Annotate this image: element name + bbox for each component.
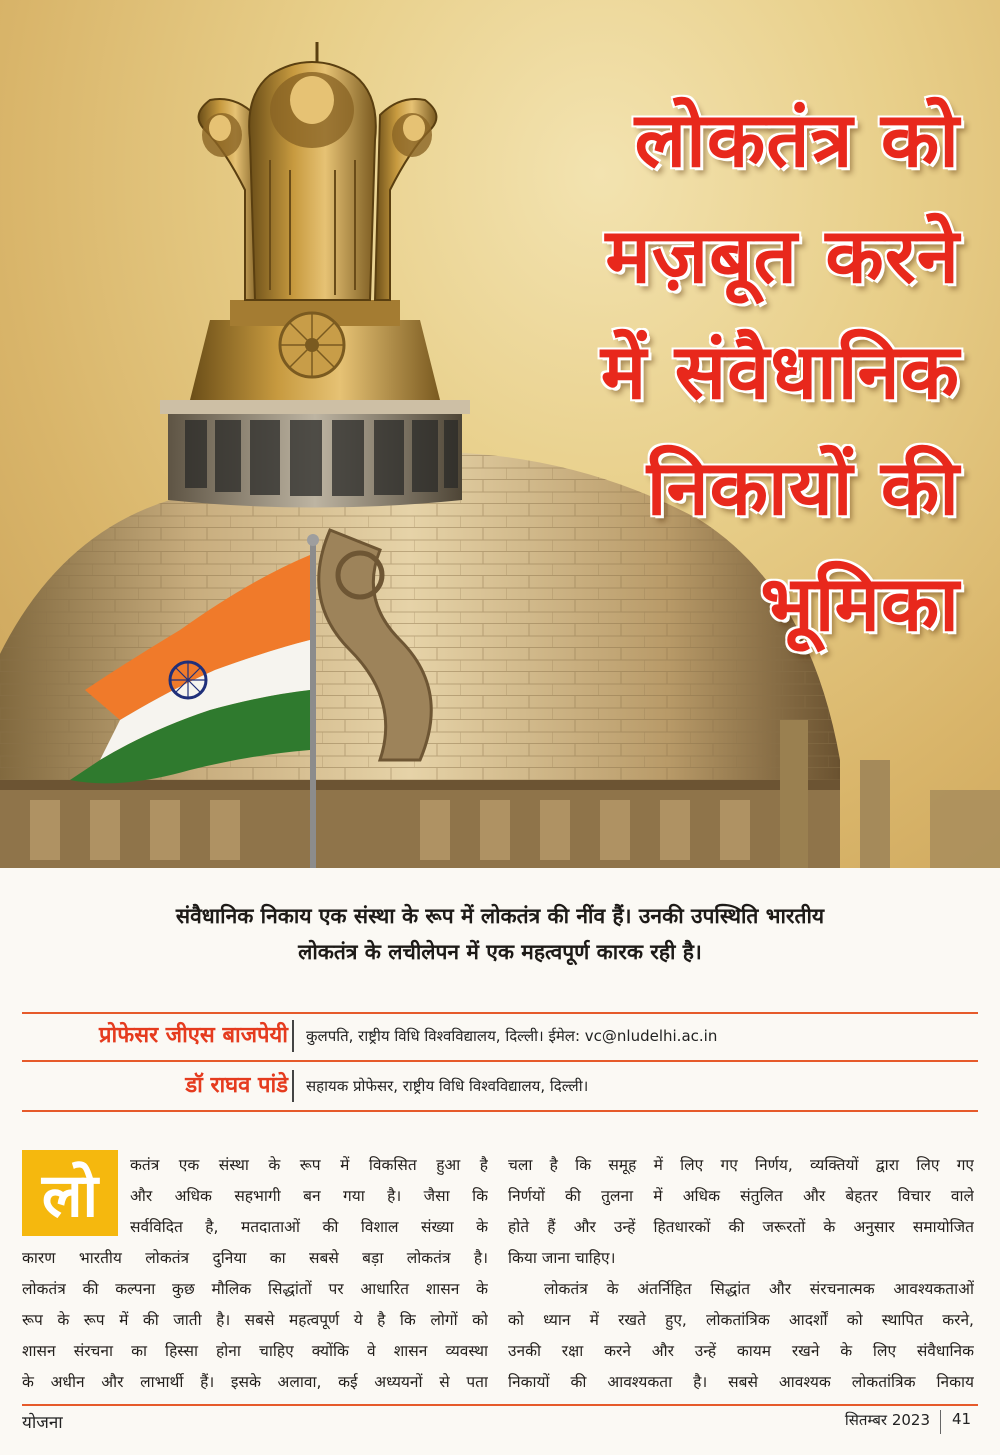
- author-affiliation: सहायक प्रोफेसर, राष्ट्रीय विधि विश्वविद्यालय, दिल्ली।: [306, 1077, 589, 1095]
- body-line: चला है कि समूह में लिए गए निर्णय, व्यक्तियों द्वारा लिए गए: [508, 1156, 974, 1174]
- author-separator: [292, 1020, 294, 1052]
- headline-line: में संवैधानिक: [600, 327, 960, 416]
- body-line: लोकतंत्र के अंतर्निहित सिद्धांत और संरचनात्मक आवश्यकताओं: [544, 1280, 974, 1298]
- body-line: रूप के रूप में की जाती है। सबसे महत्वपूर्ण ये है कि लोगों को: [22, 1311, 488, 1329]
- body-line: उनकी रक्षा करने और उन्हें कायम रखने के लिए संवैधानिक: [508, 1342, 974, 1360]
- author-row: [22, 1066, 978, 1106]
- body-line: कतंत्र एक संस्था के रूप में विकसित हुआ है: [130, 1156, 488, 1174]
- author-middle-rule: [22, 1060, 978, 1062]
- author-bottom-rule: [22, 1110, 978, 1112]
- standfirst: [60, 898, 940, 970]
- author-top-rule: [22, 1012, 978, 1014]
- body-line: के अधीन और लाभार्थी हैं। इसके अलावा, कई अध्ययनों से पता: [22, 1373, 488, 1391]
- footer-separator: [940, 1410, 941, 1434]
- body-line: कारण भारतीय लोकतंत्र दुनिया का सबसे बड़ा लोकतंत्र है।: [22, 1249, 488, 1267]
- author-name: डॉ राघव पांडे: [185, 1073, 288, 1098]
- headline-line: मज़बूत करने: [605, 211, 960, 300]
- body-line: शासन संरचना का हिस्सा होना चाहिए क्योंकि वे शासन व्यवस्था: [22, 1342, 488, 1360]
- author-affiliation: कुलपति, राष्ट्रीय विधि विश्वविद्यालय, दिल्ली। ईमेल: vc@nludelhi.ac.in: [306, 1027, 718, 1045]
- body-line: निर्णयों की तुलना में अधिक संतुलित और बेहतर विचार वाले: [508, 1187, 974, 1205]
- issue-date: सितम्बर 2023: [844, 1411, 930, 1429]
- standfirst-line: लोकतंत्र के लचीलेपन में एक महत्वपूर्ण कारक रही है।: [298, 940, 702, 964]
- body-column-right: [508, 1150, 974, 1398]
- body-line: और अधिक सहभागी बन गया है। जैसा कि: [130, 1187, 488, 1205]
- body-line: निकायों की आवश्यकता है। सबसे आवश्यक लोकतांत्रिक निकाय: [508, 1373, 974, 1391]
- body-line: किया जाना चाहिए।: [508, 1249, 616, 1267]
- author-separator: [292, 1070, 294, 1102]
- page-number: 41: [952, 1410, 972, 1428]
- author-row: [22, 1016, 978, 1056]
- headline-line: लोकतंत्र को: [634, 95, 960, 184]
- footer-rule: [22, 1404, 978, 1406]
- standfirst-line: संवैधानिक निकाय एक संस्था के रूप में लोकतंत्र की नींव हैं। उनकी उपस्थिति भारतीय: [175, 904, 825, 928]
- body-line: सर्वविदित है, मतदाताओं की विशाल संख्या के: [130, 1218, 488, 1236]
- body-column-left: [22, 1150, 488, 1398]
- magazine-name: योजना: [22, 1413, 63, 1433]
- headline-line: निकायों की: [646, 443, 960, 532]
- dropcap: लो: [22, 1150, 118, 1236]
- body-line: लोकतंत्र की कल्पना कुछ मौलिक सिद्धांतों पर आधारित शासन के: [22, 1280, 488, 1298]
- author-name: प्रोफेसर जीएस बाजपेयी: [99, 1023, 288, 1048]
- headline: [490, 82, 960, 662]
- body-line: होते हैं और उन्हें हितधारकों की जरूरतों के अनुसार समायोजित: [508, 1218, 974, 1236]
- body-line: को ध्यान में रखते हुए, लोकतांत्रिक आदर्शों को स्थापित करने,: [508, 1311, 974, 1329]
- headline-line: भूमिका: [760, 559, 960, 648]
